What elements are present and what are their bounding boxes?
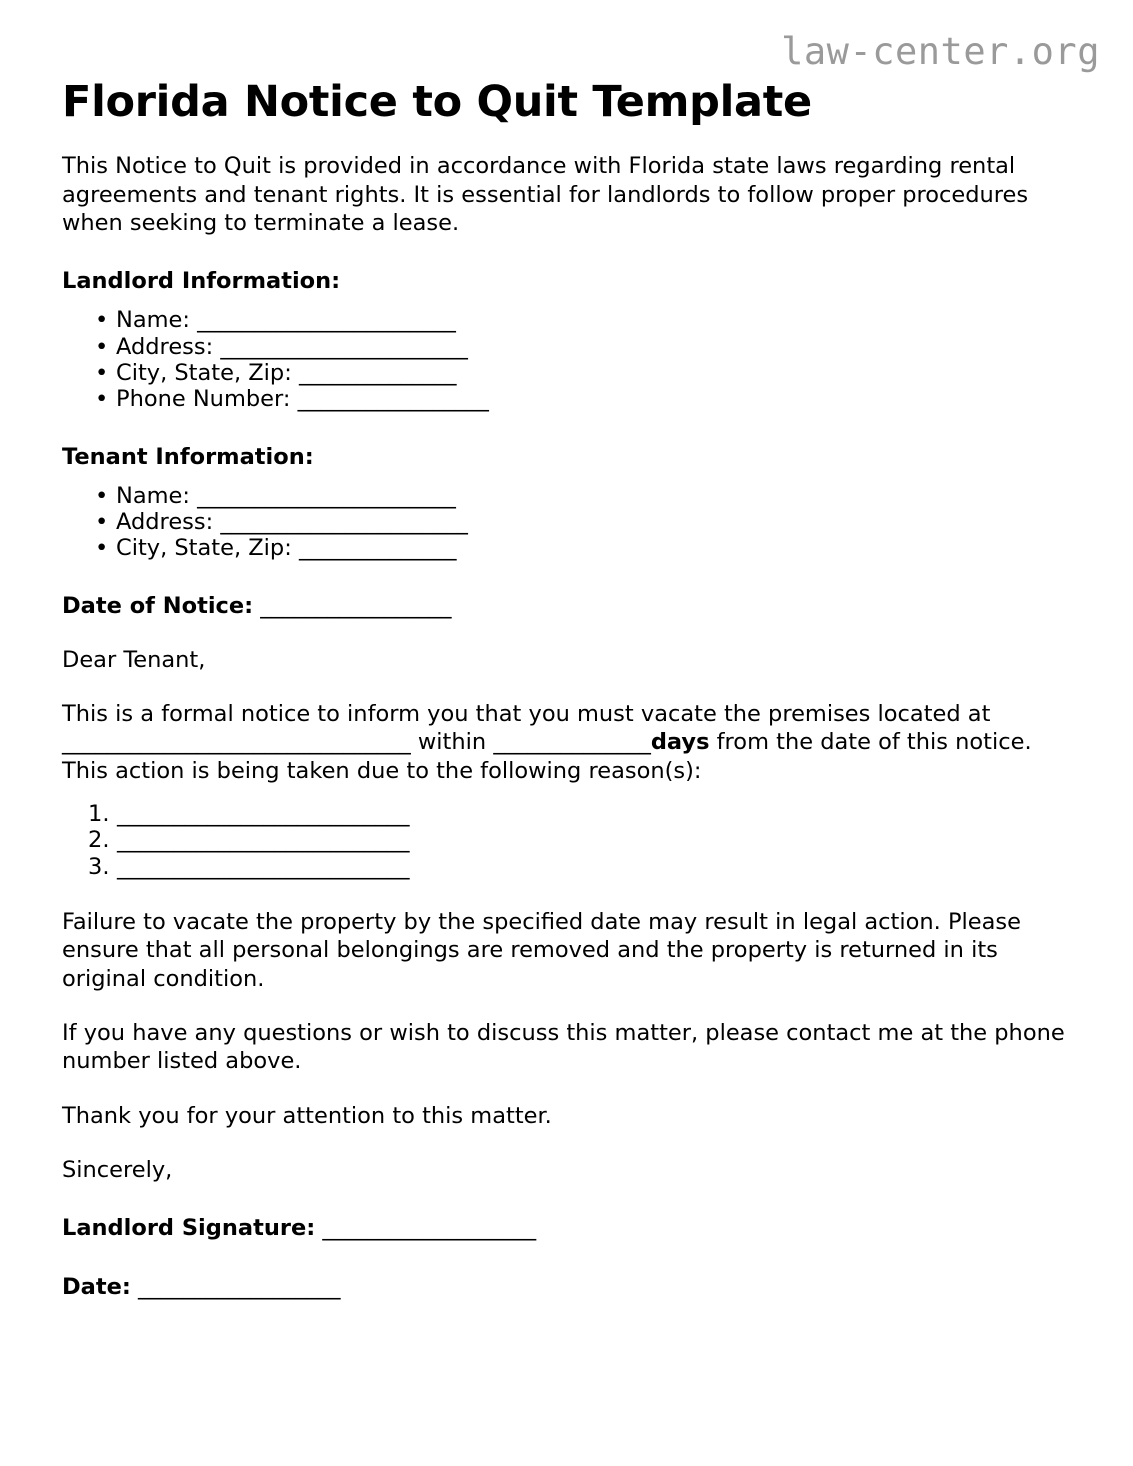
bullet-icon: •: [95, 509, 109, 535]
field-blank[interactable]: ______________: [298, 535, 457, 562]
reason-blank[interactable]: __________________________: [117, 801, 410, 828]
list-item: [62, 854, 1067, 880]
field-blank[interactable]: _______________________: [197, 307, 456, 334]
page-title: Florida Notice to Quit Template: [62, 77, 812, 127]
list-item: [62, 801, 1067, 827]
list-number: 3.: [88, 853, 110, 880]
field-blank[interactable]: _________________: [297, 386, 489, 413]
questions-paragraph: If you have any questions or wish to discuss this matter, please contact me at the phone number listed above.: [62, 1020, 1065, 1075]
field-label: Phone Number:: [116, 386, 291, 413]
tenant-information-heading: Tenant Information:: [62, 443, 314, 470]
reasons-list: [62, 785, 1067, 880]
field-label: City, State, Zip:: [116, 359, 292, 386]
thanks-paragraph: Thank you for your attention to this matter.: [62, 1102, 552, 1129]
notice-body-part4: from the date of this notice. This action is being taken due to the following reason(s):: [62, 729, 1032, 784]
list-item: [62, 483, 1067, 509]
list-item: [62, 307, 1067, 333]
list-item: [62, 360, 1067, 386]
site-watermark: law-center.org: [781, 30, 1100, 73]
bullet-icon: •: [95, 386, 109, 413]
landlord-information-heading: Landlord Information:: [62, 268, 341, 295]
field-label: Address:: [116, 509, 214, 535]
landlord-signature-row: [62, 1184, 1067, 1242]
list-number: 2.: [88, 827, 110, 854]
signature-date-row: [62, 1243, 1067, 1301]
list-number: 1.: [88, 801, 110, 828]
notice-body-part1: This is a formal notice to inform you that you must vacate the premises located at: [62, 701, 991, 728]
field-blank[interactable]: ______________________: [220, 509, 468, 535]
days-keyword: days: [650, 729, 710, 756]
landlord-signature-label: Landlord Signature:: [62, 1215, 316, 1242]
reason-blank[interactable]: __________________________: [117, 827, 410, 854]
field-label: Name:: [116, 482, 190, 509]
date-of-notice-blank[interactable]: _________________: [260, 592, 452, 619]
closing-line: Sincerely,: [62, 1157, 173, 1184]
field-label: Name:: [116, 307, 190, 334]
list-item: [62, 386, 1067, 412]
salutation: Dear Tenant,: [62, 646, 206, 673]
field-blank[interactable]: ______________: [298, 359, 457, 386]
reason-blank[interactable]: __________________________: [117, 853, 410, 880]
list-item: [62, 535, 1067, 561]
landlord-fields-list: [62, 295, 1067, 412]
date-of-notice-label: Date of Notice:: [62, 592, 254, 619]
failure-paragraph: Failure to vacate the property by the specified date may result in legal action. Please ensure that all personal belongings are removed and the property is returned in its original condition.: [62, 909, 1021, 992]
days-count-blank[interactable]: ______________: [493, 729, 651, 756]
list-item: [62, 827, 1067, 853]
field-label: Address:: [116, 333, 214, 360]
signature-date-blank[interactable]: __________________: [138, 1273, 341, 1300]
bullet-icon: •: [95, 333, 109, 360]
list-item: [62, 334, 1067, 360]
field-label: City, State, Zip:: [116, 535, 292, 562]
signature-date-label: Date:: [62, 1273, 131, 1300]
bullet-icon: •: [95, 482, 109, 509]
bullet-icon: •: [95, 359, 109, 386]
notice-body-paragraph: [62, 674, 1067, 785]
notice-body-part2: within: [410, 729, 494, 756]
intro-paragraph: This Notice to Quit is provided in accordance with Florida state laws regarding rental agreements and tenant rights. It is essential for landlords to follow proper procedures when seeking to terminate a lease.: [62, 153, 1029, 236]
field-blank[interactable]: ______________________: [220, 333, 468, 360]
list-item: [62, 509, 1067, 535]
bullet-icon: •: [95, 307, 109, 334]
field-blank[interactable]: _______________________: [197, 482, 456, 509]
premises-address-blank[interactable]: _______________________________: [62, 729, 411, 756]
bullet-icon: •: [95, 535, 109, 562]
tenant-fields-list: [62, 471, 1067, 562]
landlord-signature-blank[interactable]: ___________________: [322, 1215, 537, 1242]
date-of-notice-row: [62, 562, 1067, 620]
